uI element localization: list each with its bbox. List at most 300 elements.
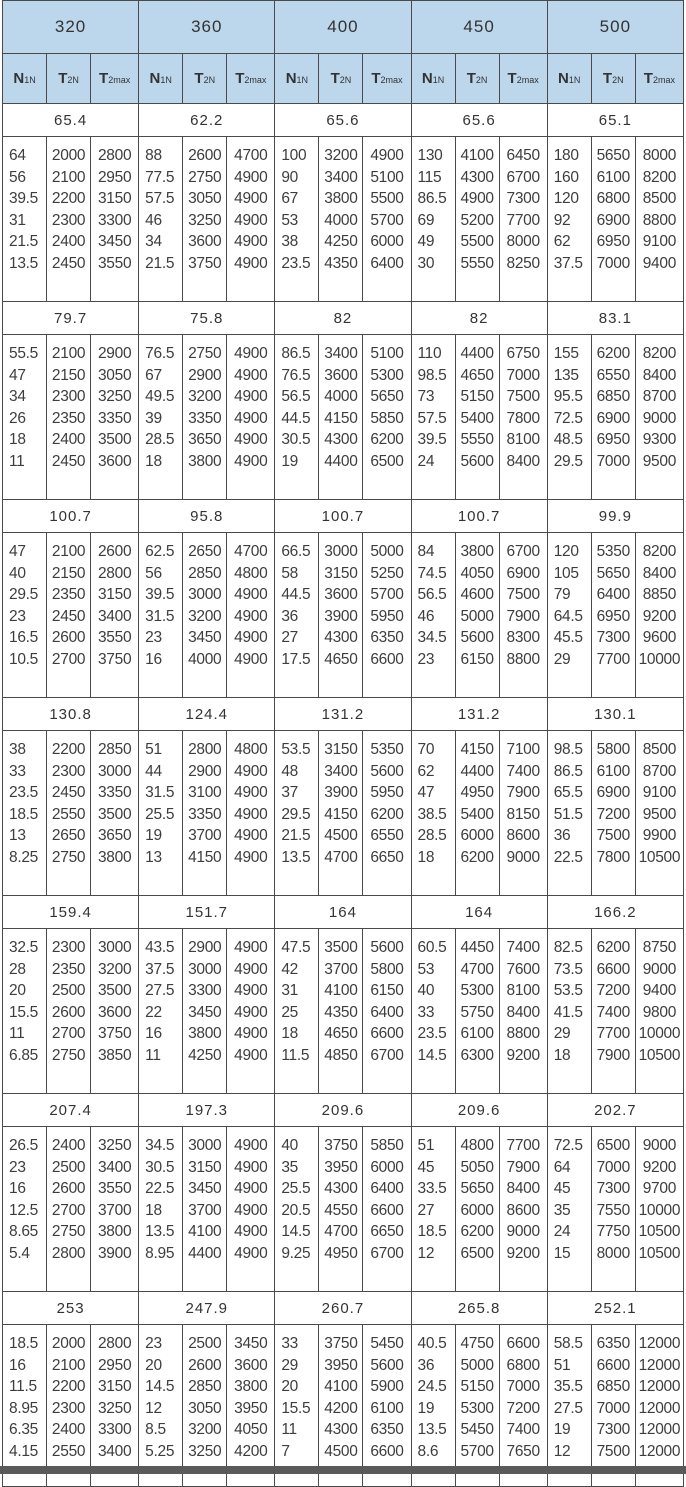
value-cell: 27.5 xyxy=(145,982,175,1000)
value-cell: 3600 xyxy=(324,366,358,384)
value-cell: 6550 xyxy=(370,827,404,845)
value-cell: 3600 xyxy=(97,1003,132,1021)
value-cell: 6700 xyxy=(370,1046,404,1064)
t2n-header xyxy=(591,54,635,104)
value-cell: 6800 xyxy=(506,1356,540,1374)
value-cell: 6200 xyxy=(370,805,404,823)
value-cell: 2350 xyxy=(51,586,86,604)
value-cell: 7100 xyxy=(506,741,540,758)
value-cell: 4900 xyxy=(234,1223,268,1241)
value-cell: 18 xyxy=(553,1046,571,1064)
value-cell: 28 xyxy=(9,960,26,978)
value-column xyxy=(47,731,91,896)
value-cell: 3800 xyxy=(188,452,222,470)
value-cell: 23.5 xyxy=(417,1025,447,1043)
value-cell: 11 xyxy=(281,1421,297,1439)
value-cell: 5650 xyxy=(596,564,630,582)
t2max-header xyxy=(499,54,547,104)
value-cell: 2450 xyxy=(51,254,86,272)
value-cell: 18.5 xyxy=(9,1335,38,1352)
value-cell: 19 xyxy=(281,452,298,470)
value-cell: 8.6 xyxy=(417,1442,439,1460)
value-cell: 4400 xyxy=(188,1244,222,1262)
value-cell: 9400 xyxy=(642,982,677,1000)
value-cell: 5700 xyxy=(460,1442,494,1460)
value-cell: 6900 xyxy=(596,784,630,802)
value-cell: 4900 xyxy=(234,762,268,780)
value-cell: 31.5 xyxy=(145,607,175,625)
value-cell: 2900 xyxy=(188,762,222,780)
value-cell: 7900 xyxy=(506,1158,540,1176)
t2n-header xyxy=(47,54,91,104)
value-cell: 3300 xyxy=(97,211,132,229)
value-cell: 14.5 xyxy=(281,1223,311,1241)
value-cell: 9000 xyxy=(506,1223,540,1241)
value-cell: 8400 xyxy=(506,1003,540,1021)
value-cell: 4900 xyxy=(234,805,268,823)
value-cell: 36 xyxy=(553,827,571,845)
value-cell: 11.5 xyxy=(9,1378,37,1396)
value-cell: 7600 xyxy=(506,960,540,978)
value-cell: 43.5 xyxy=(145,939,175,956)
value-column xyxy=(319,731,363,896)
value-cell: 7500 xyxy=(596,827,630,845)
value-cell: 6500 xyxy=(596,1137,630,1154)
value-cell: 2400 xyxy=(51,431,86,449)
ratio-row xyxy=(3,104,684,137)
value-cell: 3000 xyxy=(188,586,222,604)
value-column xyxy=(635,335,683,500)
value-cell: 3750 xyxy=(97,650,132,668)
value-cell: 4300 xyxy=(324,431,358,449)
value-cell: 2550 xyxy=(51,805,86,823)
value-cell: 4700 xyxy=(234,147,268,164)
value-cell: 6500 xyxy=(370,452,404,470)
value-cell: 57.5 xyxy=(145,190,175,208)
value-cell: 2600 xyxy=(188,147,222,164)
value-cell: 2900 xyxy=(97,345,132,362)
value-cell: 3600 xyxy=(188,233,222,251)
ratio-cell: 82 xyxy=(275,302,411,335)
value-cell: 3400 xyxy=(324,345,358,362)
ratio-cell: 164 xyxy=(411,896,547,929)
value-cell: 4900 xyxy=(234,1003,268,1021)
value-cell: 5350 xyxy=(596,543,630,560)
value-cell: 98.5 xyxy=(553,741,583,758)
value-cell: 5500 xyxy=(460,233,494,251)
value-cell: 7200 xyxy=(506,1399,540,1417)
value-cell: 6.85 xyxy=(9,1046,38,1064)
value-cell: 5400 xyxy=(460,805,494,823)
value-column xyxy=(91,137,139,302)
value-cell: 5650 xyxy=(460,1180,494,1198)
value-cell: 38.5 xyxy=(417,805,447,823)
value-cell: 15.5 xyxy=(281,1399,311,1417)
param-symbol: T xyxy=(643,70,653,87)
size-header-360: 360 xyxy=(139,1,275,54)
value-cell: 2700 xyxy=(51,650,86,668)
value-cell: 3500 xyxy=(97,982,132,1000)
t2n-header xyxy=(319,54,363,104)
value-cell: 4900 xyxy=(234,233,268,251)
bottom-border-bar xyxy=(0,1466,686,1474)
value-cell: 4750 xyxy=(460,1335,494,1352)
value-cell: 2650 xyxy=(51,827,86,845)
value-column xyxy=(363,137,411,302)
value-cell: 8750 xyxy=(642,939,677,956)
value-cell: 23 xyxy=(9,1158,26,1176)
value-cell: 2400 xyxy=(51,233,86,251)
value-cell: 4200 xyxy=(234,1442,268,1460)
value-cell: 5600 xyxy=(460,629,494,647)
value-cell: 6900 xyxy=(596,211,630,229)
value-column xyxy=(499,929,547,1094)
value-cell: 5.25 xyxy=(145,1442,175,1460)
value-cell: 4900 xyxy=(234,388,268,406)
value-cell: 4900 xyxy=(234,1025,268,1043)
value-column xyxy=(275,533,319,698)
value-cell: 4100 xyxy=(460,147,494,164)
value-cell: 6100 xyxy=(460,1025,494,1043)
value-cell: 6400 xyxy=(370,254,404,272)
value-cell: 5650 xyxy=(370,388,404,406)
value-cell: 3150 xyxy=(188,1158,222,1176)
value-cell: 6600 xyxy=(370,1442,404,1460)
value-column xyxy=(3,929,47,1094)
value-cell: 56.5 xyxy=(281,388,311,406)
value-column xyxy=(455,1325,499,1487)
value-cell: 7000 xyxy=(506,366,540,384)
value-cell: 3750 xyxy=(324,1335,358,1352)
value-column xyxy=(455,533,499,698)
value-column xyxy=(591,335,635,500)
value-column xyxy=(455,1127,499,1292)
value-cell: 3150 xyxy=(97,190,132,208)
value-cell: 3450 xyxy=(188,629,222,647)
value-cell: 16 xyxy=(9,1356,26,1374)
value-cell: 3000 xyxy=(188,1137,222,1154)
value-cell: 4900 xyxy=(234,827,268,845)
value-cell: 3350 xyxy=(188,805,222,823)
value-cell: 5350 xyxy=(370,741,404,758)
value-cell: 3100 xyxy=(188,784,222,802)
value-cell: 64 xyxy=(9,147,26,164)
value-cell: 67 xyxy=(281,190,298,208)
value-cell: 2750 xyxy=(51,848,86,866)
value-cell: 17.5 xyxy=(281,650,311,668)
value-cell: 8200 xyxy=(642,543,677,560)
value-cell: 2450 xyxy=(51,607,86,625)
value-cell: 3500 xyxy=(97,805,132,823)
value-cell: 6150 xyxy=(460,650,494,668)
value-cell: 2750 xyxy=(51,1046,86,1064)
value-cell: 5450 xyxy=(460,1421,494,1439)
value-cell: 2150 xyxy=(51,366,86,384)
value-cell: 23 xyxy=(417,650,435,668)
value-column xyxy=(319,1325,363,1487)
value-column xyxy=(47,929,91,1094)
param-symbol: N xyxy=(149,70,161,87)
value-cell: 3800 xyxy=(234,1378,268,1396)
value-cell: 8500 xyxy=(642,741,677,758)
value-cell: 73.5 xyxy=(553,960,583,978)
value-cell: 180 xyxy=(553,147,579,164)
value-cell: 6350 xyxy=(370,1421,404,1439)
value-cell: 13 xyxy=(9,827,26,845)
size-header-320: 320 xyxy=(3,1,139,54)
value-cell: 53.5 xyxy=(281,741,311,758)
value-cell: 6600 xyxy=(596,1356,630,1374)
value-cell: 4150 xyxy=(324,409,358,427)
value-cell: 27.5 xyxy=(553,1399,583,1417)
value-cell: 2300 xyxy=(51,762,86,780)
value-cell: 5850 xyxy=(370,1137,404,1154)
value-cell: 5200 xyxy=(460,211,494,229)
value-cell: 12000 xyxy=(638,1421,681,1439)
value-cell: 4300 xyxy=(460,168,494,186)
value-cell: 7700 xyxy=(596,650,630,668)
param-subscript: 2max xyxy=(380,75,403,85)
value-cell: 47 xyxy=(9,543,26,560)
value-cell: 4000 xyxy=(324,388,358,406)
value-cell: 4900 xyxy=(234,848,268,866)
value-cell: 3400 xyxy=(97,1158,132,1176)
value-cell: 18 xyxy=(145,1201,162,1219)
value-cell: 5900 xyxy=(370,1378,404,1396)
value-cell: 2300 xyxy=(51,388,86,406)
value-cell: 67 xyxy=(145,366,162,384)
value-cell: 4300 xyxy=(324,629,358,647)
value-cell: 3000 xyxy=(97,762,132,780)
value-cell: 39.5 xyxy=(417,431,447,449)
value-cell: 2100 xyxy=(51,543,86,560)
value-cell: 8700 xyxy=(642,388,677,406)
value-cell: 11 xyxy=(145,1046,161,1064)
value-column xyxy=(183,929,227,1094)
value-cell: 4350 xyxy=(324,254,358,272)
value-cell: 3950 xyxy=(324,1158,358,1176)
value-cell: 53.5 xyxy=(553,982,583,1000)
value-cell: 20 xyxy=(145,1356,162,1374)
value-cell: 3800 xyxy=(97,848,132,866)
value-cell: 25.5 xyxy=(281,1180,311,1198)
value-cell: 3050 xyxy=(188,190,222,208)
value-cell: 4900 xyxy=(234,586,268,604)
value-cell: 2800 xyxy=(97,1335,132,1352)
value-cell: 51 xyxy=(417,1137,435,1154)
value-cell: 8100 xyxy=(506,431,540,449)
value-cell: 34 xyxy=(145,233,162,251)
value-cell: 4600 xyxy=(460,586,494,604)
value-cell: 16 xyxy=(145,1025,162,1043)
value-cell: 4900 xyxy=(234,1046,268,1064)
value-cell: 3700 xyxy=(97,1201,132,1219)
param-subscript: 2max xyxy=(516,75,539,85)
value-column xyxy=(183,731,227,896)
value-cell: 22 xyxy=(145,1003,162,1021)
value-cell: 4900 xyxy=(234,190,268,208)
value-cell: 2700 xyxy=(51,1025,86,1043)
value-cell: 42 xyxy=(281,960,298,978)
value-cell: 5800 xyxy=(596,741,630,758)
value-column xyxy=(91,929,139,1094)
value-column xyxy=(183,533,227,698)
value-cell: 9200 xyxy=(506,1046,540,1064)
value-cell: 6200 xyxy=(596,345,630,362)
value-column xyxy=(547,1127,591,1292)
value-column xyxy=(183,1325,227,1487)
value-cell: 3750 xyxy=(324,1137,358,1154)
value-cell: 92 xyxy=(553,211,571,229)
value-cell: 33.5 xyxy=(417,1180,447,1198)
value-cell: 2850 xyxy=(97,741,132,758)
value-cell: 6700 xyxy=(506,168,540,186)
value-cell: 3200 xyxy=(188,1421,222,1439)
value-column xyxy=(499,1325,547,1487)
value-column xyxy=(635,137,683,302)
value-cell: 2600 xyxy=(51,1180,86,1198)
value-cell: 25 xyxy=(281,1003,298,1021)
param-symbol: T xyxy=(58,70,68,87)
value-cell: 7000 xyxy=(506,1378,540,1396)
value-cell: 4950 xyxy=(460,784,494,802)
value-cell: 35 xyxy=(281,1158,298,1176)
value-cell: 8800 xyxy=(506,1025,540,1043)
param-subscript: 2N xyxy=(339,75,352,85)
value-cell: 2800 xyxy=(97,564,132,582)
value-cell: 110 xyxy=(417,345,442,362)
value-cell: 5150 xyxy=(460,388,494,406)
value-cell: 3350 xyxy=(97,409,132,427)
value-cell: 7650 xyxy=(506,1442,540,1460)
ratio-cell: 65.6 xyxy=(411,104,547,137)
value-cell: 8400 xyxy=(506,1180,540,1198)
value-column xyxy=(3,1325,47,1487)
value-cell: 33 xyxy=(9,762,26,780)
value-cell: 4.15 xyxy=(9,1442,38,1460)
value-column xyxy=(183,1127,227,1292)
value-cell: 7300 xyxy=(596,1421,630,1439)
value-cell: 15 xyxy=(553,1244,571,1262)
value-cell: 7300 xyxy=(596,1180,630,1198)
value-cell: 7700 xyxy=(506,211,540,229)
value-cell: 7800 xyxy=(596,848,630,866)
value-cell: 8.95 xyxy=(145,1244,175,1262)
value-column xyxy=(47,137,91,302)
value-column xyxy=(47,1127,91,1292)
value-cell: 4900 xyxy=(234,168,268,186)
value-cell: 8500 xyxy=(642,190,677,208)
value-column xyxy=(411,731,455,896)
value-cell: 11.5 xyxy=(281,1046,310,1064)
value-cell: 4500 xyxy=(324,827,358,845)
value-cell: 13 xyxy=(145,848,162,866)
value-cell: 155 xyxy=(553,345,579,362)
param-subscript: 2max xyxy=(108,75,131,85)
value-cell: 4100 xyxy=(324,982,358,1000)
value-cell: 3400 xyxy=(97,1442,132,1460)
value-cell: 34.5 xyxy=(145,1137,175,1154)
value-column xyxy=(547,929,591,1094)
value-cell: 7550 xyxy=(596,1201,630,1219)
ratio-cell: 79.7 xyxy=(3,302,139,335)
value-cell: 76.5 xyxy=(281,366,311,384)
value-column xyxy=(499,731,547,896)
value-cell: 10500 xyxy=(638,1046,681,1064)
ratio-cell: 62.2 xyxy=(139,104,275,137)
value-cell: 70 xyxy=(417,741,435,758)
value-cell: 19 xyxy=(145,827,162,845)
value-cell: 3300 xyxy=(188,982,222,1000)
value-cell: 86.5 xyxy=(281,345,311,362)
value-cell: 6950 xyxy=(596,233,630,251)
ratio-cell: 100.7 xyxy=(275,500,411,533)
value-cell: 2600 xyxy=(51,629,86,647)
value-cell: 2650 xyxy=(188,543,222,560)
value-column xyxy=(363,335,411,500)
value-cell: 2800 xyxy=(188,741,222,758)
value-cell: 120 xyxy=(553,190,579,208)
value-cell: 28.5 xyxy=(417,827,447,845)
value-cell: 13.5 xyxy=(9,254,38,272)
value-column xyxy=(139,335,183,500)
value-cell: 56 xyxy=(9,168,26,186)
value-cell: 3600 xyxy=(97,452,132,470)
data-row xyxy=(3,1127,684,1292)
value-cell: 37.5 xyxy=(145,960,175,978)
value-cell: 8300 xyxy=(506,629,540,647)
ratio-row xyxy=(3,896,684,929)
value-cell: 9000 xyxy=(642,1137,677,1154)
ratio-cell: 124.4 xyxy=(139,698,275,731)
value-cell: 9000 xyxy=(506,848,540,866)
param-symbol: T xyxy=(466,70,476,87)
value-cell: 2400 xyxy=(51,1137,86,1154)
value-column xyxy=(411,533,455,698)
value-cell: 135 xyxy=(553,366,579,384)
value-cell: 39.5 xyxy=(145,586,175,604)
value-cell: 2900 xyxy=(188,366,222,384)
value-cell: 5700 xyxy=(370,586,404,604)
value-cell: 33 xyxy=(417,1003,435,1021)
value-cell: 7700 xyxy=(506,1137,540,1154)
value-cell: 47 xyxy=(9,366,26,384)
value-cell: 9500 xyxy=(642,452,677,470)
value-cell: 9400 xyxy=(642,254,677,272)
value-cell: 3150 xyxy=(97,1378,132,1396)
value-cell: 4300 xyxy=(324,1421,358,1439)
value-cell: 3150 xyxy=(324,564,358,582)
value-cell: 13.5 xyxy=(145,1223,175,1241)
value-cell: 9500 xyxy=(642,805,677,823)
value-cell: 3400 xyxy=(324,168,358,186)
value-cell: 6600 xyxy=(370,1025,404,1043)
value-cell: 22.5 xyxy=(145,1180,175,1198)
value-cell: 26.5 xyxy=(9,1137,38,1154)
param-symbol: T xyxy=(194,70,204,87)
ratio-cell: 131.2 xyxy=(275,698,411,731)
value-column xyxy=(411,137,455,302)
value-cell: 2450 xyxy=(51,784,86,802)
value-cell: 5550 xyxy=(460,254,494,272)
value-cell: 6600 xyxy=(370,650,404,668)
value-cell: 32.5 xyxy=(9,939,38,956)
ratio-row xyxy=(3,302,684,335)
value-cell: 31.5 xyxy=(145,784,175,802)
value-cell: 45 xyxy=(417,1158,435,1176)
value-cell: 74.5 xyxy=(417,564,447,582)
value-cell: 55.5 xyxy=(9,345,38,362)
